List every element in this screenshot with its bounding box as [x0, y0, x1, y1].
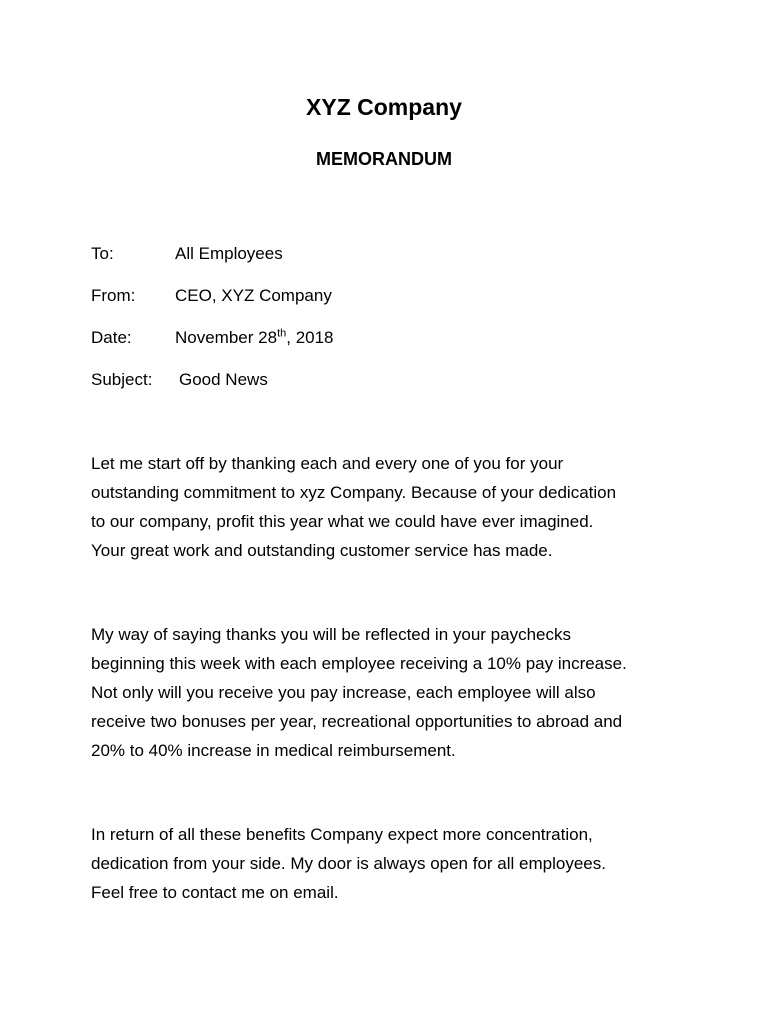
- memo-title: MEMORANDUM: [316, 149, 452, 169]
- paragraph-line: to our company, profit this year what we could have ever imagined.: [91, 512, 594, 531]
- paragraph-line: My way of saying thanks you will be reflected in your paychecks: [91, 625, 572, 644]
- subject-value: Good News: [179, 370, 268, 389]
- paragraph-line: 20% to 40% increase in medical reimbursement.: [91, 741, 456, 760]
- memo-from-row: [91, 285, 332, 307]
- subject-label: Subject:: [91, 370, 153, 389]
- paragraph-line: outstanding commitment to xyz Company. Because of your dedication: [91, 483, 617, 502]
- date-value: [175, 327, 334, 349]
- to-label: To:: [91, 244, 114, 263]
- body-paragraph-1: [91, 449, 691, 565]
- date-year: , 2018: [286, 328, 334, 347]
- to-value: All Employees: [175, 244, 283, 263]
- paragraph-line: Not only will you receive you pay increase, each employee will also: [91, 683, 596, 702]
- date-ordinal-suffix: th: [277, 327, 287, 340]
- paragraph-line: beginning this week with each employee receiving a 10% pay increase.: [91, 654, 627, 673]
- paragraph-line: Feel free to contact me on email.: [91, 883, 339, 902]
- memo-subject-row: [91, 369, 268, 391]
- from-label: From:: [91, 286, 136, 305]
- date-prefix: November 28: [175, 328, 278, 347]
- body-paragraph-3: [91, 820, 691, 907]
- from-value: CEO, XYZ Company: [175, 286, 332, 305]
- date-label: Date:: [91, 328, 132, 347]
- paragraph-line: dedication from your side. My door is always open for all employees.: [91, 854, 606, 873]
- paragraph-line: Let me start off by thanking each and every one of you for your: [91, 454, 564, 473]
- paragraph-line: Your great work and outstanding customer service has made.: [91, 541, 553, 560]
- memo-to-row: [91, 243, 283, 265]
- body-paragraph-2: [91, 620, 691, 765]
- company-title: XYZ Company: [306, 94, 462, 120]
- paragraph-line: In return of all these benefits Company expect more concentration,: [91, 825, 593, 844]
- paragraph-line: receive two bonuses per year, recreational opportunities to abroad and: [91, 712, 623, 731]
- memo-date-row: [91, 327, 334, 349]
